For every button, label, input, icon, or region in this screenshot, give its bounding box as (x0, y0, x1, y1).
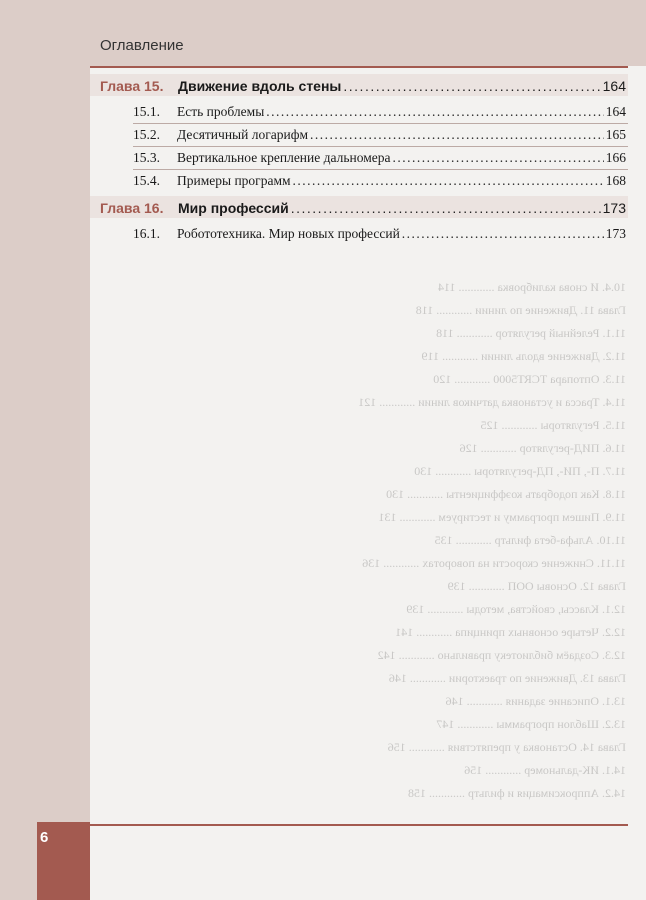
bleed-line: 11.5. Регуляторы ............ 125 (480, 418, 626, 432)
bleed-line: 14.2. Аппроксимация и фильтр ............ 158 (407, 786, 626, 800)
header-band (0, 0, 646, 66)
toc-chapter-16[interactable] (100, 200, 626, 216)
leader-dots (310, 127, 604, 143)
page-ref: 166 (605, 150, 626, 165)
bleed-line: 11.2. Движение вдоль линии ............ 119 (421, 349, 626, 363)
page-margin-band (0, 0, 90, 900)
toc-chapter-15[interactable] (100, 78, 626, 94)
bleed-line: 11.8. Как подобрать коэффициенты ............ 130 (386, 487, 626, 501)
bleed-line: 13.2. Шаблон программы ............ 147 (436, 717, 626, 731)
item-title: Есть проблемы (177, 104, 265, 119)
toc-item-15-4[interactable] (133, 173, 626, 189)
bleed-line: 10.4. И снова калибровка ............ 114 (437, 280, 626, 294)
page-ref: 165 (605, 127, 626, 142)
item-title: Вертикальное крепление дальномера (177, 150, 391, 165)
item-number: 15.3. (133, 150, 160, 165)
chapter-title: Мир профессий (178, 200, 289, 216)
bleed-line: 11.4. Трасса и установка датчиков линии ............ 121 (358, 395, 626, 409)
row-divider (133, 169, 628, 170)
page-ref: 173 (605, 226, 626, 241)
bleed-line: Глава 13. Движение по траектории ............ 146 (388, 671, 626, 685)
item-title: Робототехника. Мир новых профессий (177, 226, 400, 241)
chapter-title: Движение вдоль стены (178, 78, 342, 94)
item-title: Десятичный логарифм (177, 127, 308, 142)
leader-dots (343, 78, 600, 94)
toc-item-16-1[interactable] (133, 226, 626, 242)
bleed-line: 11.1. Релейный регулятор ............ 118 (436, 326, 626, 340)
bleed-line: 11.9. Пишем программу и тестируем ............ 131 (378, 510, 626, 524)
chapter-label: Глава 15. (100, 78, 164, 94)
bleed-line: Глава 12. Основы ООП ............ 139 (447, 579, 626, 593)
bleed-line: 11.7. П-, ПИ-, ПД-регуляторы ............ 130 (414, 464, 626, 478)
item-number: 15.4. (133, 173, 160, 188)
leader-dots (291, 200, 601, 216)
page-number: 6 (40, 829, 49, 846)
bleed-line: 14.1. ИК-дальномер ............ 156 (464, 763, 626, 777)
bleed-line: 11.11. Снижение скорости на поворотах ............ 136 (362, 556, 626, 570)
bleed-through-text (96, 280, 626, 820)
item-title: Примеры программ (177, 173, 291, 188)
bleed-line: 13.1. Описание задания ............ 146 (445, 694, 626, 708)
leader-dots (402, 226, 604, 242)
item-number: 16.1. (133, 226, 160, 241)
bleed-line: 11.3. Оптопара TCRT5000 ............ 120 (433, 372, 626, 386)
leader-dots (393, 150, 604, 166)
toc-item-15-3[interactable] (133, 150, 626, 166)
row-divider (133, 146, 628, 147)
footer-rule (90, 824, 628, 826)
toc-item-15-2[interactable] (133, 127, 626, 143)
page-ref: 164 (605, 104, 626, 119)
row-divider (133, 123, 628, 124)
bleed-line: Глава 11. Движение по линии ............ 118 (415, 303, 626, 317)
leader-dots (293, 173, 604, 189)
header-rule (90, 66, 628, 68)
bleed-line: 12.1. Классы, свойства, методы ............ 139 (406, 602, 626, 616)
bleed-line: 11.6. ПИД-регулятор ............ 126 (459, 441, 626, 455)
page-ref: 164 (602, 78, 626, 94)
bleed-line: 11.10. Альфа-бета фильтр ............ 135 (434, 533, 626, 547)
bleed-line: Глава 14. Остановка у препятствия ............ 156 (387, 740, 626, 754)
bleed-line: 12.2. Четыре основных принципа ............ 141 (395, 625, 626, 639)
toc-item-15-1[interactable] (133, 104, 626, 120)
bleed-line: 12.3. Создаём библиотеку правильно ............ 142 (377, 648, 626, 662)
page-ref: 168 (605, 173, 626, 188)
section-title: Оглавление (100, 37, 184, 54)
item-number: 15.1. (133, 104, 160, 119)
page-ref: 173 (602, 200, 626, 216)
item-number: 15.2. (133, 127, 160, 142)
chapter-label: Глава 16. (100, 200, 164, 216)
leader-dots (266, 104, 603, 120)
